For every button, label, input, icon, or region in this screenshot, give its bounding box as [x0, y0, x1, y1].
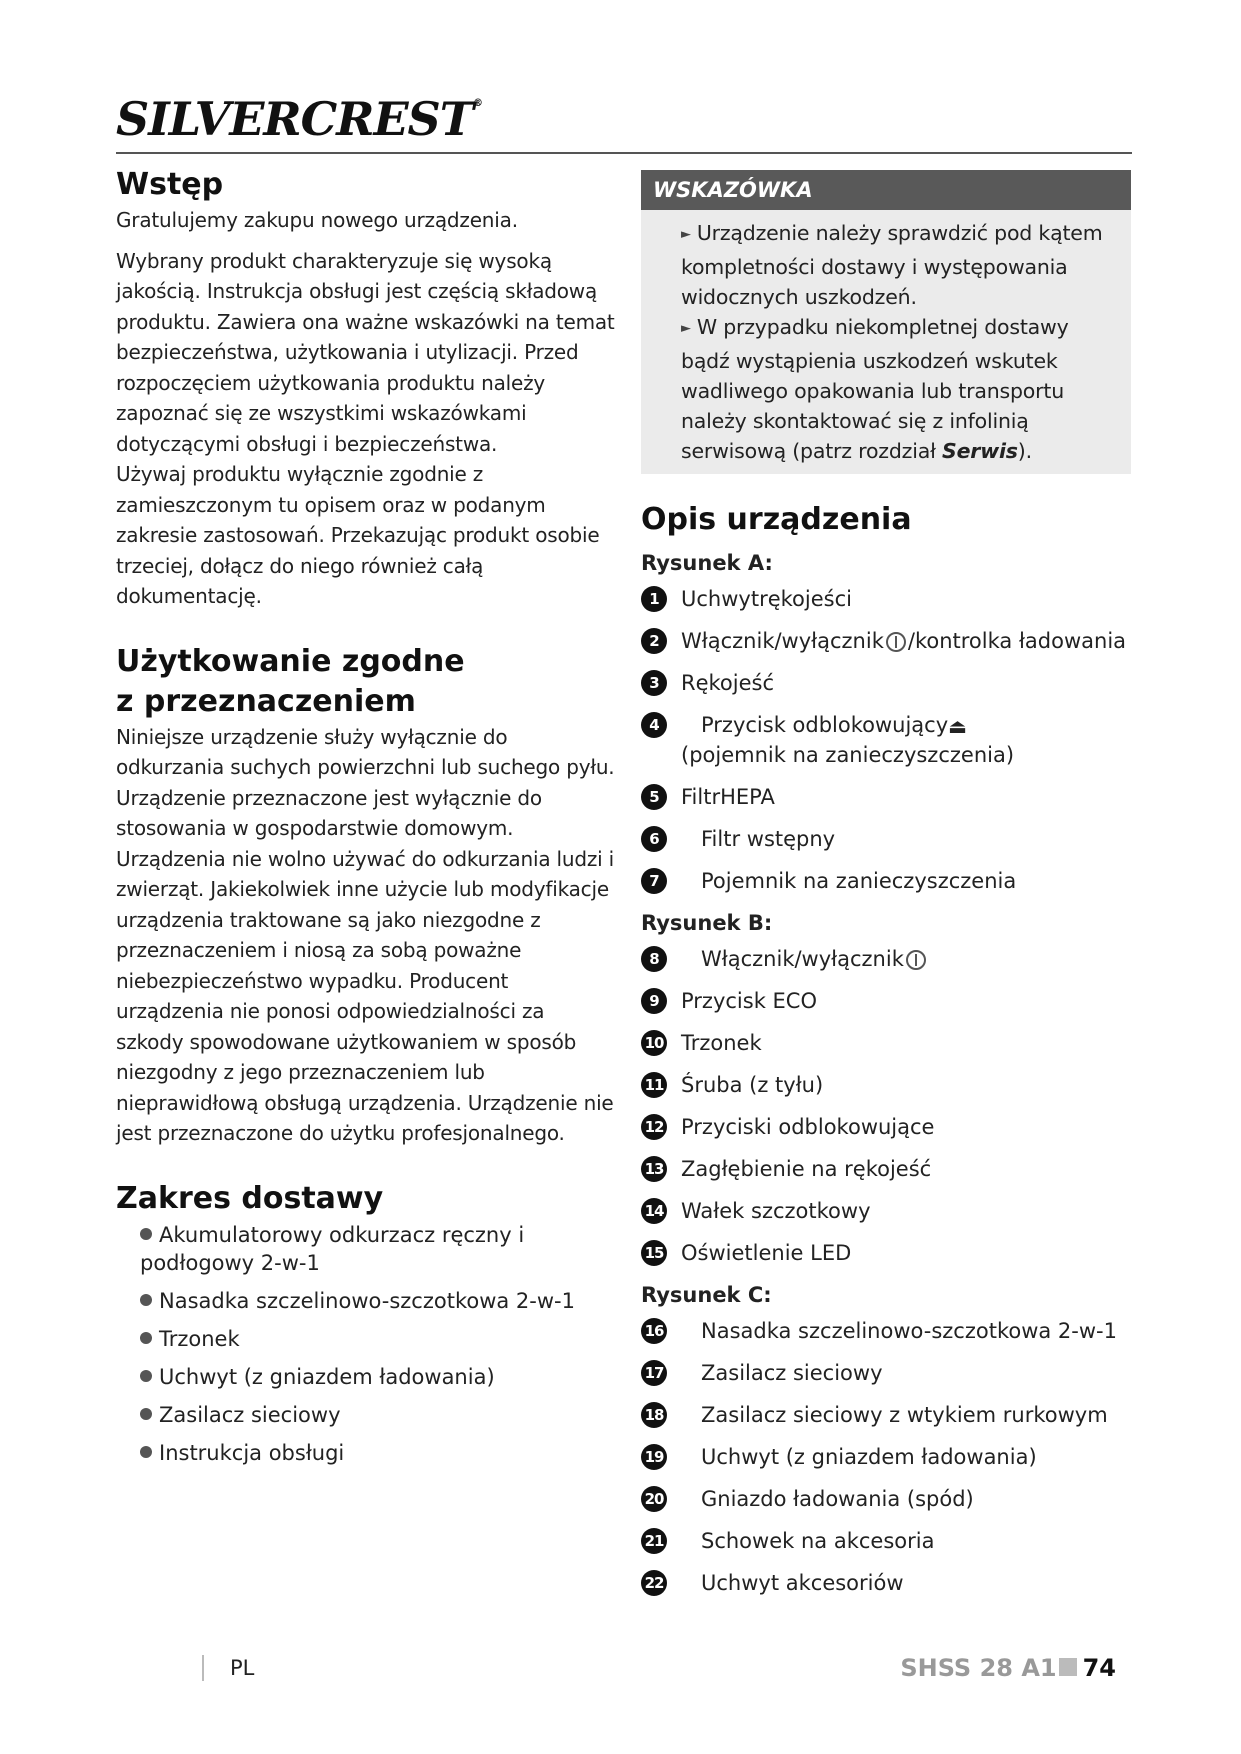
power-icon: [886, 632, 906, 652]
part-label: Trzonek: [681, 1031, 762, 1055]
parts-item: [641, 1442, 1131, 1472]
parts-item: [641, 710, 1131, 770]
parts-item: [641, 584, 1131, 614]
parts-item: [641, 944, 1131, 974]
list-item: [140, 1401, 616, 1429]
note-bullet: [681, 218, 1117, 312]
intro-paragraph: Wybrany produkt charakteryzuje się wysoką jakością. Instrukcja obsługi jest częścią składową produktu. Zawiera ona ważne wskazówki na temat bezpieczeństwa, użytkowania i utylizacji. Przed rozpoczęciem użytkowania produktu należy zapoznać się ze wszystkimi wskazówkami dotyczącymi obsługi i bezpieczeństwa.: [116, 248, 615, 456]
number-badge-icon: 16: [641, 1318, 667, 1344]
number-badge-icon: 10: [641, 1030, 667, 1056]
arrow-right-icon: ►: [681, 227, 691, 242]
item-text: Nasadka szczelinowo-szczotkowa 2-w-1: [159, 1288, 575, 1313]
item-text: Zasilacz sieciowy: [159, 1402, 341, 1427]
part-label: Nasadka szczelinowo-szczotkowa 2-w-1: [701, 1319, 1117, 1343]
number-badge-icon: 21: [641, 1528, 667, 1554]
title-line: Użytkowanie zgodne: [116, 643, 465, 679]
number-badge-icon: 5: [641, 784, 667, 810]
part-label: Uchwyt (z gniazdem ładowania): [701, 1445, 1037, 1469]
parts-item: [641, 1484, 1131, 1514]
number-badge-icon: 17: [641, 1360, 667, 1386]
figure-label-a: Rysunek A:: [641, 551, 773, 575]
number-badge-icon: 7: [641, 868, 667, 894]
parts-item: [641, 1316, 1131, 1346]
parts-item: [641, 782, 1131, 812]
item-text: Uchwyt (z gniazdem ładowania): [159, 1364, 495, 1389]
part-label: Wałek szczotkowy: [681, 1199, 871, 1223]
note-text: ).: [1017, 439, 1032, 463]
intro-paragraph: Używaj produktu wyłącznie zgodnie z zamieszczonym tu opisem oraz w podanym zakresie zastosowań. Przekazując produkt osobie trzeciej, dołącz do niego również całą dokumentację.: [116, 462, 600, 608]
list-item: [140, 1287, 616, 1315]
right-column: [641, 170, 1131, 1610]
brand-word-2: CREST: [300, 92, 473, 146]
page-number: 74: [1082, 1654, 1116, 1682]
intended-use-text: Niniejsze urządzenie służy wyłącznie do odkurzania suchych powierzchni lub suchego pyłu. Urządzenie przeznaczone jest wyłącznie do stosowania w gospodarstwie domowym. Urządzenia nie wolno używać do odkurzania ludzi i zwierząt. Jakiekolwiek inne użycie lub modyfikacje urządzenia traktowane są jako niezgodne z przeznaczeniem i niosą za sobą poważne niebezpieczeństwo wypadku. Producent urządzenia nie ponosi odpowiedzialności za szkody spowodowane użytkowaniem w sposób niezgodny z jego przeznaczeniem lub nieprawidłową obsługą urządzenia. Urządzenie nie jest przeznaczone do użytku profesjonalnego.: [116, 724, 615, 1145]
number-badge-icon: 9: [641, 988, 667, 1014]
list-item: [140, 1221, 616, 1277]
delivery-list: [140, 1221, 616, 1467]
note-bullet: [681, 312, 1117, 466]
note-text: W przypadku niekompletnej dostawy bądź wystąpienia uszkodzeń wskutek wadliwego opakowania lub transportu należy skontaktować się z infolinią serwisową (patrz rozdział: [681, 315, 1069, 463]
number-badge-icon: 4: [641, 712, 667, 738]
part-label: Uchwyt akcesoriów: [701, 1571, 904, 1595]
parts-item: [641, 1526, 1131, 1556]
language-code: PL: [230, 1656, 255, 1680]
bullet-icon: [140, 1408, 152, 1420]
part-label: Uchwytrękojeści: [681, 587, 852, 611]
note-title: WSKAZÓWKA: [641, 170, 1131, 210]
part-label: FiltrHEPA: [681, 785, 775, 809]
bullet-icon: [140, 1228, 152, 1240]
parts-item: [641, 626, 1131, 656]
parts-item: [641, 1070, 1131, 1100]
figure-label-c: Rysunek C:: [641, 1283, 772, 1307]
part-label: Przycisk odblokowujący: [701, 713, 949, 737]
section-title-delivery: Zakres dostawy: [116, 1180, 384, 1216]
number-badge-icon: 8: [641, 946, 667, 972]
section-title-description: Opis urządzenia: [641, 502, 912, 537]
part-label: Przycisk ECO: [681, 989, 817, 1013]
list-item: [140, 1439, 616, 1467]
number-badge-icon: 6: [641, 826, 667, 852]
parts-item: [641, 824, 1131, 854]
part-label: Śruba (z tyłu): [681, 1073, 824, 1097]
parts-item: [641, 1154, 1131, 1184]
part-label: Włącznik/wyłącznik: [681, 629, 884, 653]
brand-word-1: SILVER: [116, 92, 301, 146]
section-title-intro: Wstęp: [116, 167, 224, 202]
parts-item: [641, 866, 1131, 896]
item-text: Trzonek: [159, 1326, 240, 1351]
header-divider: [116, 152, 1132, 154]
number-badge-icon: 18: [641, 1402, 667, 1428]
parts-item: [641, 1028, 1131, 1058]
part-label: Rękojeść: [681, 671, 775, 695]
list-item: [140, 1363, 616, 1391]
parts-item: [641, 1238, 1131, 1268]
parts-item: [641, 668, 1131, 698]
eject-icon: ⏏: [948, 714, 968, 738]
list-item: [140, 1325, 616, 1353]
part-label: Zasilacz sieciowy: [701, 1361, 883, 1385]
parts-item: [641, 1568, 1131, 1598]
number-badge-icon: 2: [641, 628, 667, 654]
figure-label-b: Rysunek B:: [641, 911, 773, 935]
model-number: SHSS 28 A1: [900, 1654, 1057, 1682]
number-badge-icon: 19: [641, 1444, 667, 1470]
part-label: Gniazdo ładowania (spód): [701, 1487, 974, 1511]
parts-item: [641, 986, 1131, 1016]
number-badge-icon: 14: [641, 1198, 667, 1224]
bullet-icon: [140, 1370, 152, 1382]
page-footer: [0, 1655, 1241, 1685]
parts-item: [641, 1400, 1131, 1430]
bullet-icon: [140, 1294, 152, 1306]
part-label: Zasilacz sieciowy z wtykiem rurkowym: [701, 1403, 1108, 1427]
item-text: Instrukcja obsługi: [159, 1440, 345, 1465]
parts-item: [641, 1196, 1131, 1226]
power-icon: [906, 950, 926, 970]
section-title-intended-use: [116, 642, 616, 722]
title-line: z przeznaczeniem: [116, 683, 416, 719]
registered-mark: ®: [472, 98, 482, 109]
part-label: Schowek na akcesoria: [701, 1529, 935, 1553]
model-and-page: [900, 1655, 1116, 1681]
number-badge-icon: 11: [641, 1072, 667, 1098]
footer-divider: [202, 1655, 204, 1681]
note-text: Urządzenie należy sprawdzić pod kątem kompletności dostawy i występowania widocznych uszkodzeń.: [681, 221, 1103, 309]
part-label-suffix: /kontrolka ładowania: [907, 629, 1127, 653]
bullet-icon: [140, 1332, 152, 1344]
note-link-serwis: Serwis: [942, 439, 1018, 463]
part-label: Filtr wstępny: [701, 827, 836, 851]
part-label: Przyciski odblokowujące: [681, 1115, 935, 1139]
part-label: Oświetlenie LED: [681, 1241, 852, 1265]
number-badge-icon: 15: [641, 1240, 667, 1266]
part-label: Zagłębienie na rękojeść: [681, 1157, 932, 1181]
arrow-right-icon: ►: [681, 321, 691, 336]
note-box: [641, 170, 1131, 474]
part-label: Pojemnik na zanieczyszczenia: [701, 869, 1017, 893]
part-label: Włącznik/wyłącznik: [701, 947, 904, 971]
number-badge-icon: 12: [641, 1114, 667, 1140]
intro-paragraph: Gratulujemy zakupu nowego urządzenia.: [116, 208, 518, 232]
brand-logo: [116, 92, 482, 146]
square-separator-icon: [1059, 1658, 1077, 1676]
number-badge-icon: 20: [641, 1486, 667, 1512]
number-badge-icon: 22: [641, 1570, 667, 1596]
item-text: Akumulatorowy odkurzacz ręczny i podłogowy 2-w-1: [140, 1222, 525, 1275]
bullet-icon: [140, 1446, 152, 1458]
number-badge-icon: 13: [641, 1156, 667, 1182]
number-badge-icon: 3: [641, 670, 667, 696]
part-label-line2: (pojemnik na zanieczyszczenia): [681, 743, 1015, 767]
number-badge-icon: 1: [641, 586, 667, 612]
parts-item: [641, 1358, 1131, 1388]
left-column: [116, 165, 616, 1477]
parts-item: [641, 1112, 1131, 1142]
